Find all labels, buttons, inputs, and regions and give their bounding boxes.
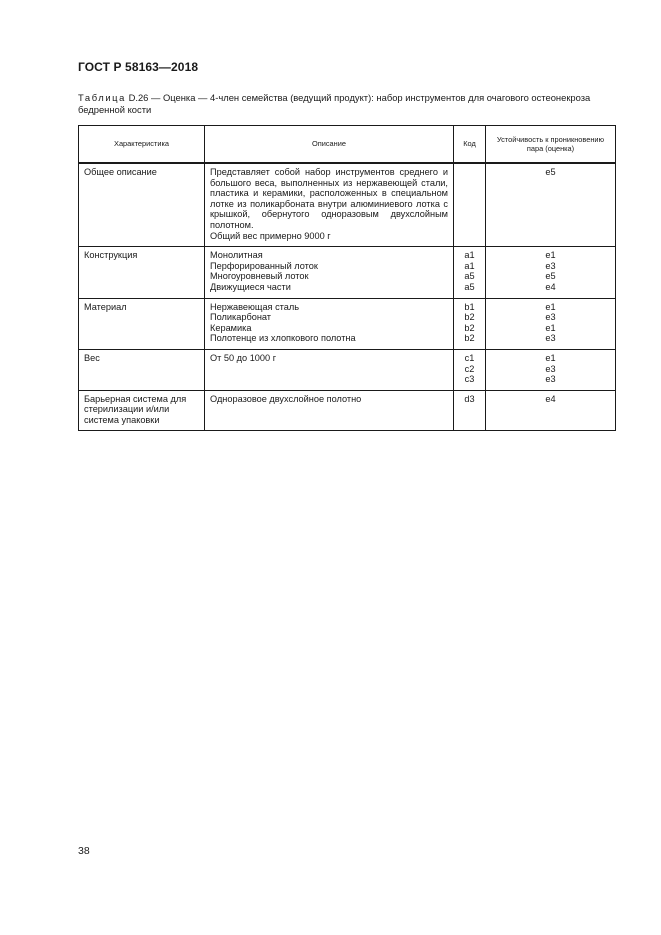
caption-text: — Оценка — 4-член семейства (ведущий продукт): набор инструментов для очагового остеонекроза бедренной кости — [78, 92, 591, 115]
code-value: b1 — [464, 301, 475, 312]
description-line: Представляет собой набор инструментов среднего и большого веса, выполненных из нержавеющей стали, пластика и керамики, расположенных в специальном лотке из поликарбоната внутри алюминиевого лотка с крышкой, обернутого одноразовым двухслойным полотном. — [210, 167, 448, 230]
table-row — [79, 390, 616, 431]
cell-resistance — [486, 298, 616, 349]
cell-description — [205, 298, 454, 349]
table-row — [79, 298, 616, 349]
resistance-value: e3 — [545, 260, 556, 271]
resistance-value: e5 — [545, 271, 556, 282]
code-value: b2 — [464, 312, 475, 323]
code-value: b2 — [464, 333, 475, 344]
code-value: a1 — [464, 260, 475, 271]
resistance-value: e5 — [545, 167, 556, 177]
characteristics-table — [78, 125, 616, 431]
cell-characteristic: Конструкция — [79, 247, 205, 298]
resistance-value: e3 — [545, 333, 556, 344]
header-characteristic: Характеристика — [79, 126, 205, 164]
code-value: a5 — [464, 271, 475, 282]
description-line: Одноразовое двухслойное полотно — [210, 393, 362, 404]
cell-code — [454, 298, 486, 349]
code-value: c3 — [464, 374, 475, 385]
cell-characteristic: Общее описание — [79, 163, 205, 247]
code-value: b2 — [464, 322, 475, 333]
resistance-value: e4 — [545, 281, 556, 292]
description-line: Монолитная — [210, 250, 263, 261]
standard-header: ГОСТ Р 58163—2018 — [78, 60, 199, 74]
caption-label: Таблица — [78, 92, 126, 103]
description-line: Поликарбонат — [210, 312, 272, 323]
description-line: От 50 до 1000 г — [210, 352, 277, 363]
code-value: c2 — [464, 363, 475, 374]
code-value: a1 — [464, 250, 475, 261]
cell-resistance — [486, 163, 616, 247]
resistance-value: e1 — [545, 250, 556, 261]
code-value: a5 — [464, 281, 475, 292]
resistance-value: e1 — [545, 352, 556, 363]
description-line: Перфорированный лоток — [210, 260, 318, 271]
table-row — [79, 349, 616, 390]
cell-characteristic: Вес — [79, 349, 205, 390]
table-header-row — [79, 126, 616, 164]
cell-description — [205, 390, 454, 431]
description-line: Движущиеся части — [210, 281, 291, 292]
cell-resistance — [486, 349, 616, 390]
header-resistance: Устойчивость к проникновению пара (оценка) — [486, 126, 616, 164]
header-code: Код — [454, 126, 486, 164]
header-description: Описание — [205, 126, 454, 164]
cell-resistance — [486, 247, 616, 298]
cell-code — [454, 390, 486, 431]
cell-description — [205, 163, 454, 247]
description-line: Многоуровневый лоток — [210, 271, 309, 282]
cell-characteristic: Барьерная система для стерилизации и/или система упаковки — [79, 390, 205, 431]
description-line: Полотенце из хлопкового полотна — [210, 333, 356, 344]
description-line: Общий вес примерно 9000 г — [210, 230, 331, 241]
resistance-value: e1 — [545, 301, 556, 312]
cell-code — [454, 247, 486, 298]
code-value: c1 — [464, 352, 475, 363]
cell-description — [205, 349, 454, 390]
description-line: Нержавеющая сталь — [210, 301, 300, 312]
table-row — [79, 247, 616, 298]
resistance-value: e4 — [545, 393, 556, 404]
cell-code — [454, 349, 486, 390]
table-caption — [78, 92, 618, 116]
resistance-value: e3 — [545, 374, 556, 385]
resistance-value: e3 — [545, 312, 556, 323]
caption-number: D.26 — [128, 92, 149, 103]
resistance-value: e1 — [545, 322, 556, 333]
cell-resistance — [486, 390, 616, 431]
cell-characteristic: Материал — [79, 298, 205, 349]
page-number: 38 — [78, 845, 90, 857]
cell-code — [454, 163, 486, 247]
code-value: d3 — [464, 393, 475, 404]
resistance-value: e3 — [545, 363, 556, 374]
cell-description — [205, 247, 454, 298]
description-line: Керамика — [210, 322, 252, 333]
table-row — [79, 163, 616, 247]
